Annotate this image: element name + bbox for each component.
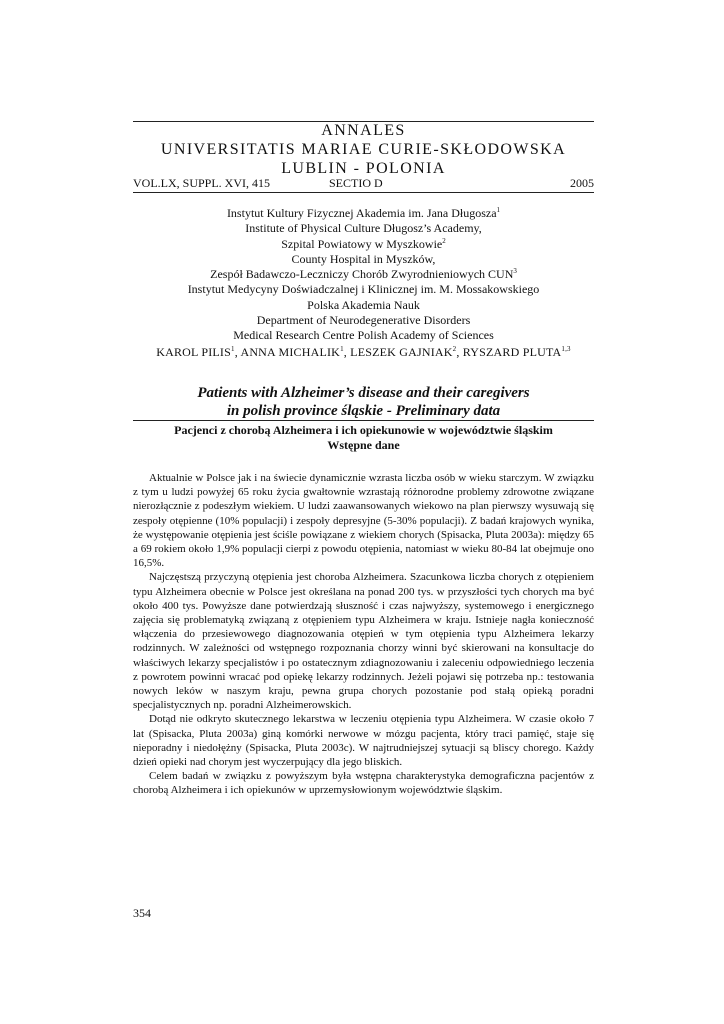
affiliation-line: Polska Akademia Nauk <box>307 297 420 312</box>
authors-line: KAROL PILIS$^1$, ANNA MICHALIK$^1$, LESZEK GAJNIAK$^2$, RYSZARD PLUTA$^{1,3}$ <box>156 345 571 359</box>
affiliation-line: Instytut Medycyny Doświadczalnej i Klinicznej im. M. Mossakowskiego <box>187 282 540 297</box>
affiliation-line: County Hospital in Myszków, <box>291 251 436 266</box>
author-name: ANNA MICHALIK <box>240 345 341 359</box>
english-title <box>133 384 594 420</box>
body-paragraph: Dotąd nie odkryto skutecznego lekarstwa w leczeniu otępienia typu Alzheimera. W czasie około 7 lat (Spisacka, Pluta 2003a) giną komórki nerwowe w mózgu pacjenta, który traci pamięć, staje się nieporadny i niedołężny (Spisacka, Pluta 2003c). W najtrudniejszej sytuacji są bliscy chorego. Każdy dzień opieki nad chorym jest wyczerpujący dla jego bliskich. <box>133 713 594 769</box>
polish-title-line-2: Wstępne dane <box>327 438 400 452</box>
affiliation-line: Medical Research Centre Polish Academy of Sciences <box>233 328 494 343</box>
author-name: KAROL PILIS <box>156 345 231 359</box>
affiliation-line: Szpital Powiatowy w Myszkowie$^2$ <box>281 236 446 251</box>
header-bottom-rule <box>133 192 594 193</box>
author-affiliation-mark: 1 <box>340 345 344 353</box>
article-body <box>133 471 594 798</box>
volume-label: VOL.LX, SUPPL. XVI, 415 <box>133 176 271 190</box>
author-name: LESZEK GAJNIAK <box>350 345 453 359</box>
body-paragraph: Najczęstszą przyczyną otępienia jest choroba Alzheimera. Szacunkowa liczba chorych z otępieniem typu Alzheimera obecnie w Polsce jest określana na ponad 200 tys. w przyszłości tych chorych ma być około 400 tys. Powyższe dane potwierdzają słuszność i czas najwyższy, systemowego i energicznego zajęcia się problematyką związaną z otępieniem typu Alzheimera w kraju. Istnieje nagła konieczność włączenia do przesiewowego diagnozowania otępień w tym otępienia typu Alzheimera lekarzy rodzinnych. W zależności od wstępnego rozpoznania chorzy winni być skierowani na konsultacje do właściwych lekarzy specjalistów i po ostatecznym zdiagnozowaniu i zaleceniu odpowiedniego leczenia z powrotem powinni wracać pod opiekę lekarzy rodzinnych. Jeżeli pojawi się potrzeba np.: testowania nowych leków w naszym kraju, pewna grupa chorych pozostanie pod stałą opieką poradni specjalistycznych np. poradni Alzheimerowskich. <box>133 571 594 712</box>
english-title-line-1: Patients with Alzheimer’s disease and their caregivers <box>197 385 530 401</box>
journal-name-line-2: UNIVERSITATIS MARIAE CURIE-SKŁODOWSKA <box>160 141 567 158</box>
body-paragraph: Celem badań w związku z powyższym była wstępna charakterystyka demograficzna pacjentów z chorobą Alzheimera i ich opiekunów w uprzemysłowionym województwie śląskim. <box>133 770 594 797</box>
affiliation-line: Institute of Physical Culture Długosz’s Academy, <box>245 221 482 236</box>
author-name: RYSZARD PLUTA <box>462 345 562 359</box>
affiliation-line: Department of Neurodegenerative Disorders <box>256 313 471 328</box>
polish-title <box>133 423 594 453</box>
journal-name-line-1: ANNALES <box>321 122 406 139</box>
body-paragraph: Aktualnie w Polsce jak i na świecie dynamicznie wzrasta liczba osób w wieku starczym. W związku z tym u ludzi powyżej 65 roku życia gwałtownie wzrastają różnorodne problemy zdrowotne związane nierozłącznie z podeszłym wiekiem. U ludzi zaawansowanych wiekowo na plan pierwszy wysuwają się zespoły otępienne (10% populacji) i zespoły depresyjne (5-30% populacji). Z badań krajowych wynika, że występowanie otępienia jest ściśle powiązane z wiekiem chorych (Spisacka, Pluta 2003a): między 65 a 69 rokiem około 1,9% populacji cierpi z powodu otępienia, natomiast w wieku 80-84 lat obejmuje ono 16,5%. <box>133 472 594 570</box>
page-number: 354 <box>133 906 151 920</box>
affiliation-line: Instytut Kultury Fizycznej Akademia im. Jana Długosza$^1$ <box>226 206 501 220</box>
author-affiliation-mark: 1,3 <box>561 345 571 353</box>
affiliations-block <box>133 206 594 344</box>
title-rule <box>133 420 594 421</box>
affiliation-line: Zespół Badawczo-Leczniczy Chorób Zwyrodnieniowych CUN$^3$ <box>210 267 517 282</box>
section-label: SECTIO D <box>329 176 383 190</box>
volume-info-row <box>133 176 594 191</box>
journal-header <box>133 121 594 178</box>
english-title-line-2: in polish province śląskie - Preliminary data <box>226 403 501 419</box>
polish-title-line-1: Pacjenci z chorobą Alzheimera i ich opiekunowie w województwie śląskim <box>174 423 553 437</box>
author-affiliation-mark: 1 <box>231 345 235 353</box>
journal-name-line-3: LUBLIN - POLONIA <box>281 160 446 177</box>
author-affiliation-mark: 2 <box>452 345 457 353</box>
year-label: 2005 <box>570 176 594 190</box>
